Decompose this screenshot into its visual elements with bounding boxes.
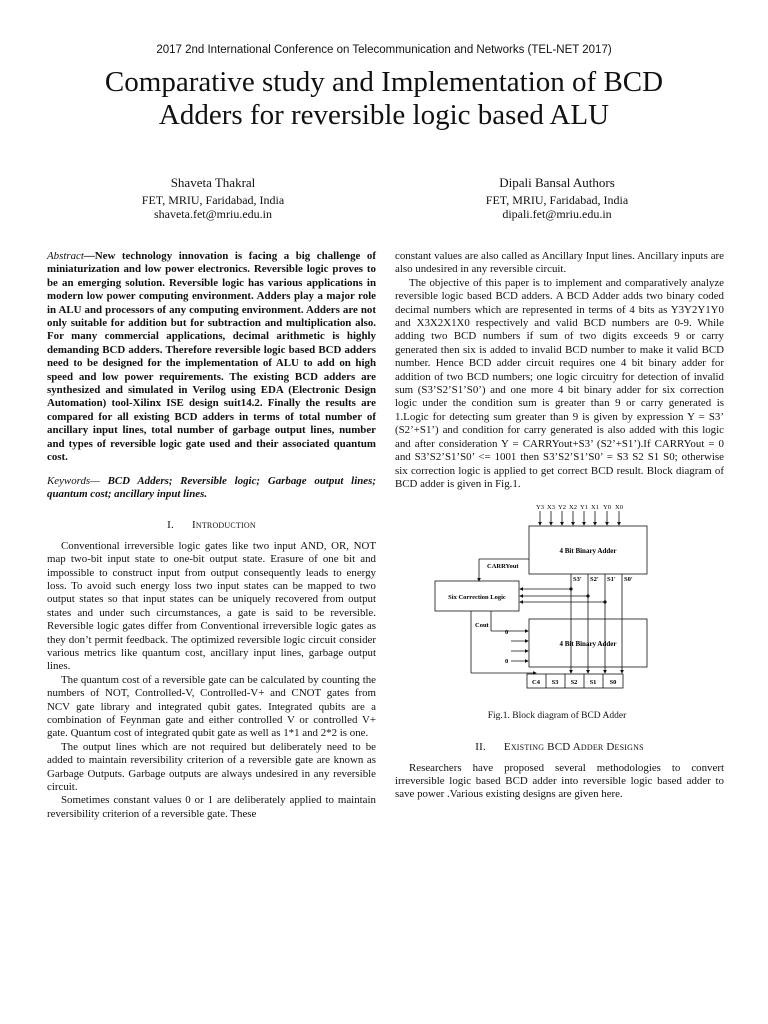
abstract-text: —New technology innovation is facing a big challenge of miniaturization and low power electronics. Reversible logic proves to be an emerging solution. Reversible logic has various applications in modern low power computing environment. Adders play a major role in ALU and processors of any computing environment. Adders are not only suitable for addition but for subtraction and multiplication also. For many commercial applications, decimal arithmetic is highly demanding BCD adders. Therefore reversible logic based BCD adders need to be designed for the implementation of ALU to add on high speed and low power requirements. The existing BCD adders are synthesized and simulated in Verilog using EDA (Electronic Design Automation) tool-Xilinx ISE design suit14.2. Finally the results are compared for all existing BCD adders in terms of total number of ancillary input lines, total number of garbage output lines, number and types of reversible logic gate used and their associated quantum cost. (47, 250, 376, 464)
keywords-label: Keywords— (47, 474, 100, 487)
sum-prime-label: S0' (624, 576, 633, 584)
cout-label: Cout (475, 622, 489, 630)
author-2 (437, 176, 677, 222)
author-email: shaveta.fet@mriu.edu.in (153, 207, 272, 221)
title-line-2: Adders for reversible logic based ALU (158, 99, 610, 131)
correction-label: Six Correction Logic (448, 594, 506, 602)
section-title: Introduction (191, 519, 256, 532)
author-email: dipali.fet@mriu.edu.in (502, 207, 612, 221)
sum-prime-label: S3' (573, 576, 582, 584)
section-number: II. (475, 741, 486, 754)
sum-prime-label: S2' (590, 576, 599, 584)
conference-header: 2017 2nd International Conference on Telecommunication and Networks (TEL-NET 2017) (156, 44, 612, 56)
author-affiliation: FET, MRIU, Faridabad, India (485, 192, 629, 207)
input-labels (536, 504, 623, 511)
figure-bcd-adder (431, 501, 683, 723)
block-diagram (431, 501, 683, 701)
adder-1-label: 4 Bit Binary Adder (559, 547, 617, 556)
output-label: S3 (551, 679, 559, 687)
paragraph: The output lines which are not required but deliberately need to be added to maintain reversibility criterion of a reversible gate are known as Garbage Outputs. Garbage outputs are always undesired in any reversible circuit. (47, 740, 376, 794)
paragraph: Conventional irreversible logic gates like two input AND, OR, NOT map two-bit input state to one-bit output state. Erasure of one bit and impossible to construct input from output consequently leads to energy loss. To avoid such energy loss two input states can be mapped to two output states so that input states can be uniquely recovered from output states and under such circumstances, a gate is said to be reversible. Reversible logic gates differ from Conventional irreversible logic gates as they don’t permit feedback. The optimized reversible logic circuit consider various metrics like quantum cost, ancillary input lines, garbage output lines. (47, 539, 376, 673)
section-heading-introduction (47, 519, 376, 532)
sum-prime-label: S1' (607, 576, 616, 584)
output-label: S0 (609, 679, 617, 687)
zero-label: 0 (505, 629, 509, 637)
output-label: S1 (589, 679, 597, 687)
input-label: X3 (547, 504, 555, 512)
keywords (47, 475, 376, 502)
paper-title (60, 66, 708, 132)
section-number: I. (167, 519, 174, 532)
figure-caption: Fig.1. Block diagram of BCD Adder (487, 710, 627, 721)
input-label: Y3 (536, 504, 544, 512)
right-column (395, 250, 724, 802)
carryout-label: CARRYout (487, 563, 519, 571)
left-column (47, 250, 376, 821)
paragraph: The quantum cost of a reversible gate can be calculated by counting the numbers of NOT, Controlled-V, Controlled-V+ and CNOT gates from NCV gate library and integrated qubit gates. Integrated qubits are a combination of Feynman gate and either controlled V or controlled V+ gate. Quantum cost of integrated qubit gate as well as 1*1 and 2*2 is one. (47, 673, 376, 740)
keywords-text: BCD Adders; Reversible logic; Garbage output lines; quantum cost; ancillary input lines. (47, 474, 376, 500)
author-affiliation: FET, MRIU, Faridabad, India (141, 192, 285, 207)
input-label: Y2 (558, 504, 566, 512)
input-label: X1 (591, 504, 599, 512)
paragraph: constant values are also called as Ancillary Input lines. Ancillary inputs are also undesired in any reversible circuit. (395, 250, 724, 276)
input-label: Y0 (603, 504, 611, 512)
input-label: Y1 (580, 504, 588, 512)
author-name: Dipali Bansal Authors (499, 175, 615, 190)
author-1 (93, 176, 333, 222)
output-label: S2 (570, 679, 578, 687)
author-name: Shaveta Thakral (170, 175, 256, 190)
paragraph: Researchers have proposed several methodologies to convert irreversible logic based BCD adder into reversible logic based adder to save power .Various existing designs are given here. (395, 761, 724, 801)
abstract-label: Abstract (47, 250, 84, 262)
input-label: X0 (615, 504, 623, 512)
section-heading-existing-designs (395, 741, 724, 754)
zero-label: 0 (505, 658, 509, 666)
output-label: C4 (532, 679, 540, 687)
paragraph: Sometimes constant values 0 or 1 are deliberately applied to maintain reversibility criterion of a reversible gate. These (47, 794, 376, 820)
section-title: Existing BCD Adder Designs (503, 741, 644, 754)
adder-2-label: 4 Bit Binary Adder (559, 640, 617, 649)
abstract (47, 250, 376, 465)
title-line-1: Comparative study and Implementation of BCD (104, 66, 664, 98)
input-label: X2 (569, 504, 577, 512)
paragraph: The objective of this paper is to implement and comparatively analyze reversible logic based BCD adders. A BCD Adder adds two binary coded decimal numbers which are represented in terms of 4 bits as Y3Y2Y1Y0 and X3X2X1X0 respectively and valid BCD numbers are 0-9. While adding two BCD numbers if sum of two digits exceeds 9 or carry generated then six is added to invalid BCD number to make it valid BCD number. Hence BCD adder circuit requires one 4 bit binary adder for addition of two BCD numbers; one logic circuitry for detection of invalid sum (S3’S2’S1’S0’) and one more 4 bit binary adder for six correction logic under the condition sum is greater than 9 or carry generated is 1.Logic for detecting sum greater than 9 is given by expression Y = S3’ (S2’+S1’) and condition for carry generated is also added with this logic and after consideration Y = CARRYout+S3’ (S2’+S1’).If CARRYout = 0 and S3’S2’S1’S0’ <= 1001 then S3’S2’S1’S0’ = S3 S2 S1 S0; otherwise six correction logic is applied to get correct BCD result. Block diagram of BCD adder is given in Fig.1. (395, 276, 724, 490)
